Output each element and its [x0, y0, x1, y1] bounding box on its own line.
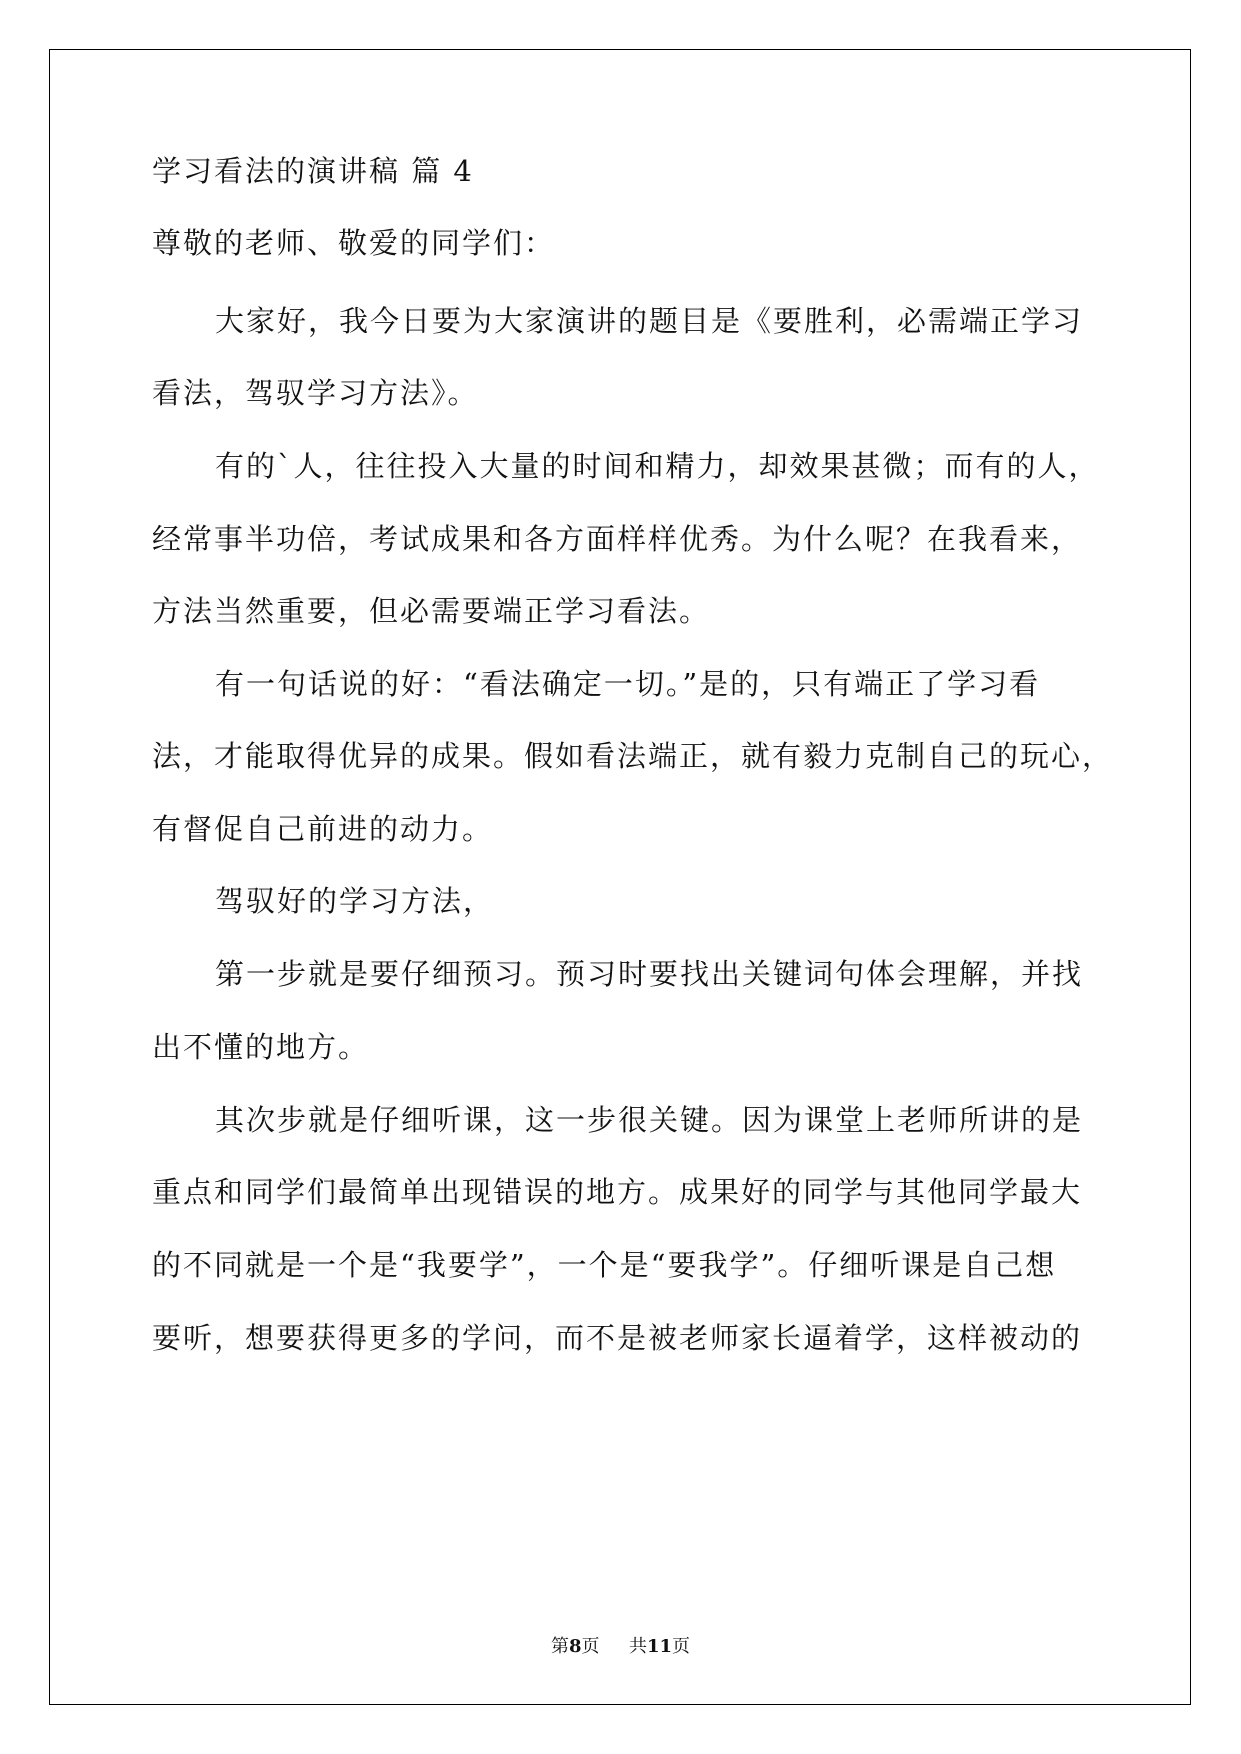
- text-line: 方法当然重要，但必需要端正学习看法。: [152, 594, 711, 628]
- total-prefix: 共: [628, 1636, 647, 1657]
- page-prefix: 第: [550, 1636, 569, 1657]
- text-line: 第一步就是要仔细预习。预习时要找出关键词句体会理解，并找: [215, 957, 1084, 991]
- total-suffix: 页: [672, 1636, 691, 1657]
- page-suffix: 页: [581, 1636, 600, 1657]
- text-line: 有一句话说的好：“看法确定一切。”是的，只有端正了学习看: [215, 667, 1041, 701]
- salutation: 尊敬的老师、敬爱的同学们：: [152, 226, 556, 260]
- text-line: 有的`人，往往投入大量的时间和精力，却效果甚微；而有的人，: [215, 449, 1100, 483]
- total-pages: 11: [646, 1636, 673, 1657]
- text-line: 出不懂的地方。: [152, 1030, 370, 1064]
- text-line: 其次步就是仔细听课，这一步很关键。因为课堂上老师所讲的是: [215, 1103, 1084, 1137]
- page-border: [49, 49, 1191, 1705]
- text-line: 驾驭好的学习方法，: [215, 884, 495, 918]
- text-line: 大家好，我今日要为大家演讲的题目是《要胜利，必需端正学习: [215, 304, 1084, 338]
- text-line: 重点和同学们最简单出现错误的地方。成果好的同学与其他同学最大: [152, 1175, 1083, 1209]
- text-line: 法，才能取得优异的成果。假如看法端正，就有毅力克制自己的玩心，: [152, 739, 1114, 773]
- text-line: 经常事半功倍，考试成果和各方面样样优秀。为什么呢？在我看来，: [152, 522, 1083, 556]
- document-heading: 学习看法的演讲稿 篇 4: [152, 154, 474, 188]
- text-line: 要听，想要获得更多的学问，而不是被老师家长逼着学，这样被动的: [152, 1321, 1083, 1355]
- page-footer: [0, 1634, 1241, 1660]
- page-number: 8: [568, 1636, 582, 1657]
- text-line: 看法，驾驭学习方法》。: [152, 376, 479, 410]
- text-line: 的不同就是一个是“我要学”，一个是“要我学”。仔细听课是自己想: [152, 1248, 1057, 1282]
- text-line: 有督促自己前进的动力。: [152, 812, 494, 846]
